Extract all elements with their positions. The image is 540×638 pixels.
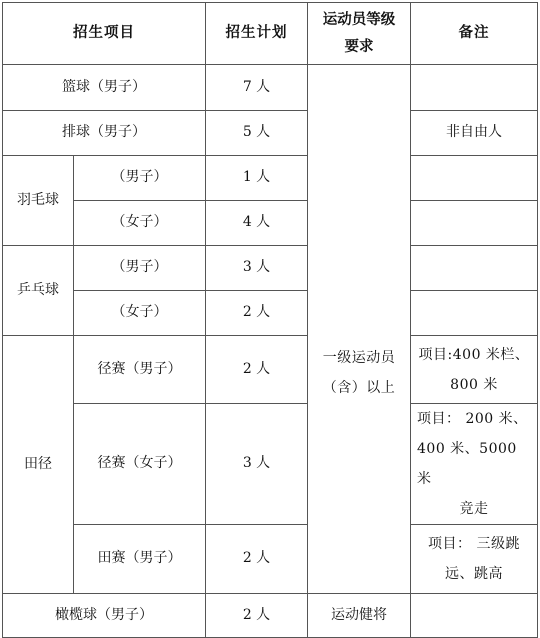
table-row [3,65,538,111]
cell-basketball-plan: 7 人 [206,65,308,111]
enrollment-table [2,2,538,638]
cell-level-top-blank [308,65,411,291]
remark-line: 远、跳高 [445,566,503,582]
header-level-line2: 要求 [344,37,374,55]
table-row [3,404,538,525]
cell-rugby-level: 运动健将 [308,594,411,638]
table-row [3,525,538,594]
cell-field-male-plan: 2 人 [206,525,308,594]
cell-volleyball-name: 排球（男子） [3,111,206,156]
cell-tabletennis-female-plan: 2 人 [206,291,308,336]
cell-volleyball-remark: 非自由人 [411,111,538,156]
cell-tabletennis-name: 乒乓球 [3,246,74,336]
table-row [3,336,538,404]
level-requirement-text [308,291,410,403]
cell-track-female-event: 径赛（女子） [74,404,206,525]
remark-line: 800 米 [450,376,498,393]
cell-tabletennis-male-remark [411,246,538,291]
cell-badminton-female-remark [411,201,538,246]
cell-track-female-plan: 3 人 [206,404,308,525]
cell-athletics-name: 田径 [3,336,74,594]
table-row [3,156,538,201]
cell-track-male-remark [411,336,538,404]
cell-badminton-male-remark [411,156,538,201]
cell-level-requirement [308,291,411,594]
remark-line: 项目： 三级跳 [428,536,520,552]
table-row [3,291,538,336]
cell-track-male-event: 径赛（男子） [74,336,206,404]
header-project: 招生项目 [3,3,206,65]
table-row [3,111,538,156]
cell-field-male-remark [411,525,538,594]
level-line1: 一级运动员 [322,349,396,366]
table-row [3,246,538,291]
cell-track-male-plan: 2 人 [206,336,308,404]
cell-badminton-name: 羽毛球 [3,156,74,246]
remark-line: 项目:400 米栏、 [418,346,530,363]
cell-tabletennis-female-remark [411,291,538,336]
header-level [308,3,411,65]
cell-rugby-plan: 2 人 [206,594,308,638]
cell-track-female-remark [411,404,538,525]
table-row [3,594,538,638]
cell-rugby-remark [411,594,538,638]
cell-rugby-name: 橄榄球（男子） [3,594,206,638]
cell-volleyball-plan: 5 人 [206,111,308,156]
table-row [3,201,538,246]
remark-line: 竞走 [459,501,489,517]
cell-badminton-male-plan: 1 人 [206,156,308,201]
cell-tabletennis-male-plan: 3 人 [206,246,308,291]
cell-tabletennis-female: （女子） [74,291,206,336]
cell-field-male-event: 田赛（男子） [74,525,206,594]
remark-line: 项目： 200 米、 [417,411,528,427]
level-line2: （含）以上 [322,379,396,396]
header-plan: 招生计划 [206,3,308,65]
cell-basketball-remark [411,65,538,111]
cell-badminton-female-plan: 4 人 [206,201,308,246]
cell-tabletennis-male: （男子） [74,246,206,291]
cell-badminton-male: （男子） [74,156,206,201]
header-row [3,3,538,65]
header-remark: 备注 [411,3,538,65]
header-level-line1: 运动员等级 [322,11,396,29]
cell-basketball-name: 篮球（男子） [3,65,206,111]
cell-badminton-female: （女子） [74,201,206,246]
remark-line: 400 米、5000 米 [417,441,517,487]
